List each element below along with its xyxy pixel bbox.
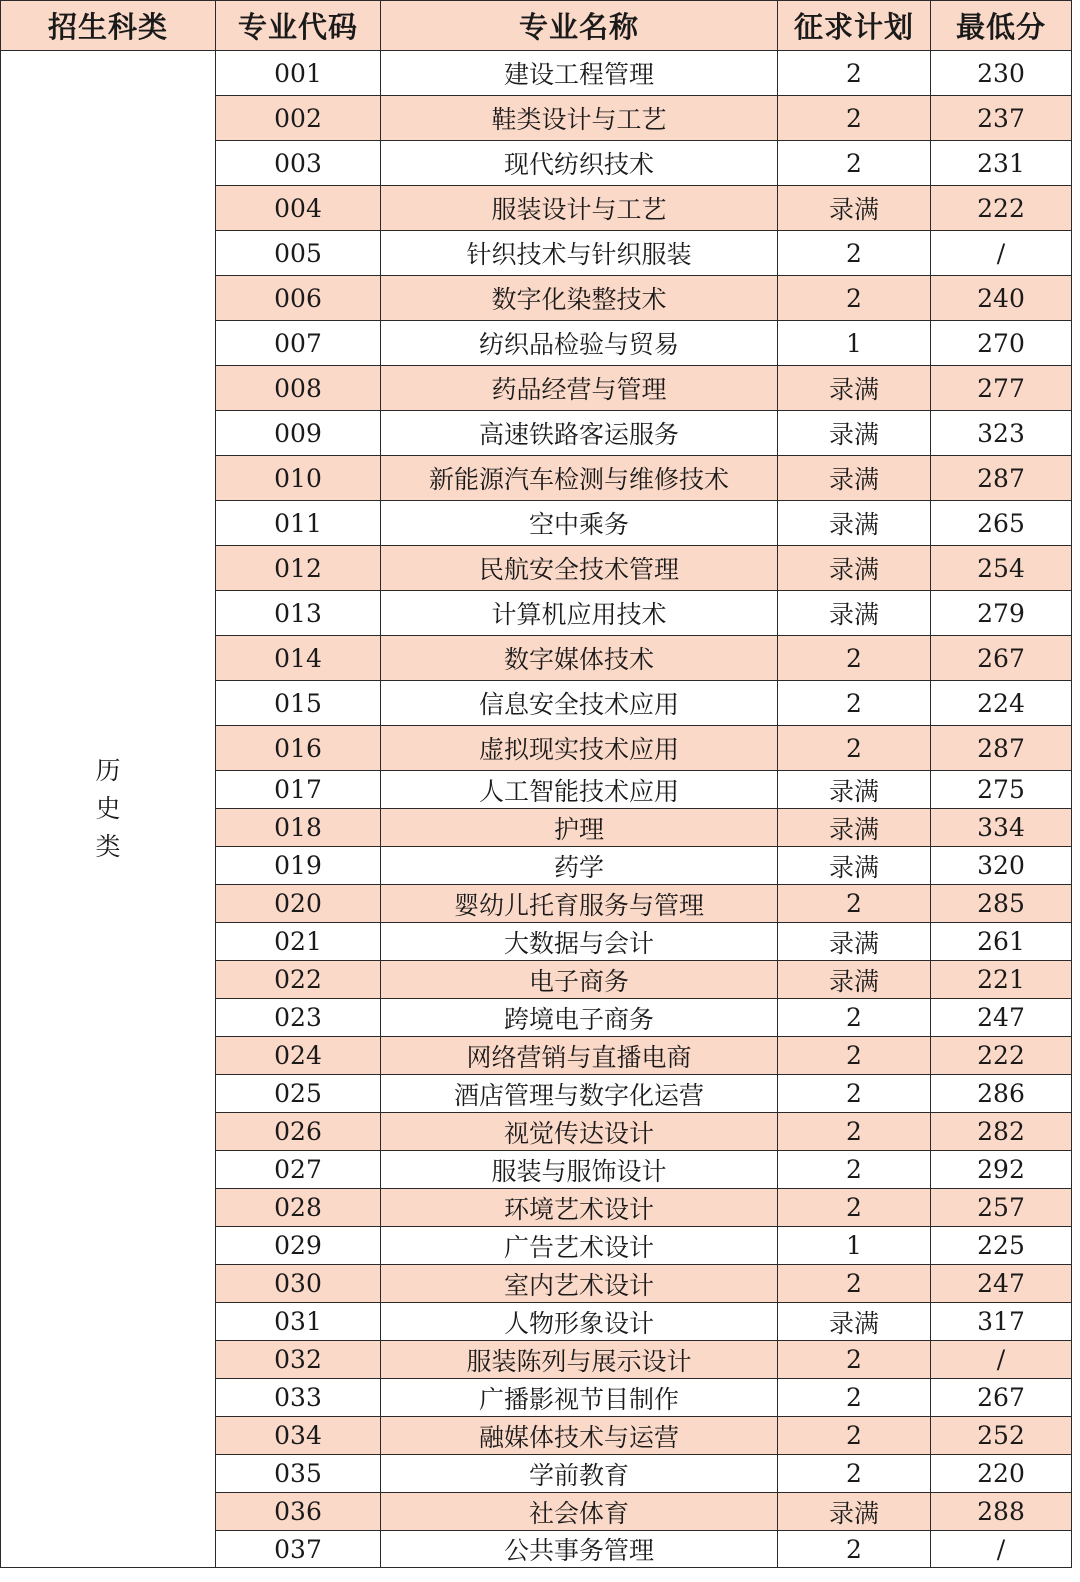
major-name-cell: 鞋类设计与工艺 [381, 96, 778, 141]
plan-cell: 2 [778, 51, 931, 96]
header-name: 专业名称 [381, 1, 778, 51]
min-score-cell: 222 [931, 186, 1072, 231]
major-name-cell: 电子商务 [381, 961, 778, 999]
major-code-cell: 005 [216, 231, 381, 276]
min-score-cell: 286 [931, 1075, 1072, 1113]
plan-cell: 录满 [778, 961, 931, 999]
major-name-cell: 融媒体技术与运营 [381, 1417, 778, 1455]
min-score-cell: 275 [931, 771, 1072, 809]
major-code-cell: 031 [216, 1303, 381, 1341]
major-code-cell: 004 [216, 186, 381, 231]
plan-cell: 1 [778, 1227, 931, 1265]
major-code-cell: 016 [216, 726, 381, 771]
min-score-cell: 261 [931, 923, 1072, 961]
major-code-cell: 023 [216, 999, 381, 1037]
major-code-cell: 033 [216, 1379, 381, 1417]
major-code-cell: 006 [216, 276, 381, 321]
plan-cell: 2 [778, 1265, 931, 1303]
major-code-cell: 028 [216, 1189, 381, 1227]
min-score-cell: 222 [931, 1037, 1072, 1075]
table-row [1, 51, 1072, 96]
plan-cell: 2 [778, 1379, 931, 1417]
plan-cell: 2 [778, 1113, 931, 1151]
header-plan: 征求计划 [778, 1, 931, 51]
major-name-cell: 数字媒体技术 [381, 636, 778, 681]
major-name-cell: 新能源汽车检测与维修技术 [381, 456, 778, 501]
plan-cell: 录满 [778, 456, 931, 501]
plan-cell: 2 [778, 1455, 931, 1493]
major-code-cell: 037 [216, 1531, 381, 1568]
min-score-cell: 320 [931, 847, 1072, 885]
major-code-cell: 026 [216, 1113, 381, 1151]
major-name-cell: 跨境电子商务 [381, 999, 778, 1037]
major-name-cell: 社会体育 [381, 1493, 778, 1531]
category-char: 类 [95, 832, 121, 861]
plan-cell: 2 [778, 1075, 931, 1113]
major-name-cell: 虚拟现实技术应用 [381, 726, 778, 771]
major-code-cell: 011 [216, 501, 381, 546]
header-category: 招生科类 [1, 1, 216, 51]
major-code-cell: 008 [216, 366, 381, 411]
major-name-cell: 计算机应用技术 [381, 591, 778, 636]
plan-cell: 2 [778, 726, 931, 771]
min-score-cell: 279 [931, 591, 1072, 636]
category-cell [1, 51, 216, 1568]
major-name-cell: 服装陈列与展示设计 [381, 1341, 778, 1379]
plan-cell: 2 [778, 1037, 931, 1075]
major-code-cell: 014 [216, 636, 381, 681]
min-score-cell: 225 [931, 1227, 1072, 1265]
major-code-cell: 013 [216, 591, 381, 636]
major-code-cell: 030 [216, 1265, 381, 1303]
min-score-cell: 230 [931, 51, 1072, 96]
min-score-cell: 285 [931, 885, 1072, 923]
min-score-cell: 247 [931, 1265, 1072, 1303]
category-char: 历 [95, 756, 121, 785]
min-score-cell: 267 [931, 636, 1072, 681]
major-name-cell: 广告艺术设计 [381, 1227, 778, 1265]
major-code-cell: 003 [216, 141, 381, 186]
min-score-cell: 288 [931, 1493, 1072, 1531]
min-score-cell: / [931, 1341, 1072, 1379]
min-score-cell: 221 [931, 961, 1072, 999]
plan-cell: 录满 [778, 411, 931, 456]
major-name-cell: 室内艺术设计 [381, 1265, 778, 1303]
min-score-cell: 323 [931, 411, 1072, 456]
major-code-cell: 010 [216, 456, 381, 501]
major-code-cell: 021 [216, 923, 381, 961]
major-name-cell: 信息安全技术应用 [381, 681, 778, 726]
min-score-cell: 220 [931, 1455, 1072, 1493]
major-code-cell: 029 [216, 1227, 381, 1265]
plan-cell: 2 [778, 141, 931, 186]
major-name-cell: 空中乘务 [381, 501, 778, 546]
major-code-cell: 001 [216, 51, 381, 96]
min-score-cell: 252 [931, 1417, 1072, 1455]
plan-cell: 录满 [778, 847, 931, 885]
major-name-cell: 建设工程管理 [381, 51, 778, 96]
major-code-cell: 032 [216, 1341, 381, 1379]
plan-cell: 2 [778, 1189, 931, 1227]
plan-cell: 录满 [778, 546, 931, 591]
major-code-cell: 020 [216, 885, 381, 923]
plan-cell: 录满 [778, 366, 931, 411]
table-body [1, 51, 1072, 1568]
major-name-cell: 酒店管理与数字化运营 [381, 1075, 778, 1113]
plan-cell: 2 [778, 999, 931, 1037]
plan-cell: 录满 [778, 1303, 931, 1341]
plan-cell: 录满 [778, 809, 931, 847]
major-code-cell: 022 [216, 961, 381, 999]
plan-cell: 2 [778, 96, 931, 141]
plan-cell: 2 [778, 636, 931, 681]
major-name-cell: 药品经营与管理 [381, 366, 778, 411]
major-name-cell: 民航安全技术管理 [381, 546, 778, 591]
major-code-cell: 027 [216, 1151, 381, 1189]
min-score-cell: 287 [931, 456, 1072, 501]
header-row [1, 1, 1072, 51]
major-code-cell: 012 [216, 546, 381, 591]
header-code: 专业代码 [216, 1, 381, 51]
major-code-cell: 036 [216, 1493, 381, 1531]
min-score-cell: 270 [931, 321, 1072, 366]
plan-cell: 录满 [778, 186, 931, 231]
min-score-cell: 254 [931, 546, 1072, 591]
min-score-cell: 334 [931, 809, 1072, 847]
min-score-cell: / [931, 1531, 1072, 1568]
major-name-cell: 数字化染整技术 [381, 276, 778, 321]
major-name-cell: 纺织品检验与贸易 [381, 321, 778, 366]
plan-cell: 录满 [778, 923, 931, 961]
min-score-cell: 224 [931, 681, 1072, 726]
major-name-cell: 现代纺织技术 [381, 141, 778, 186]
major-name-cell: 高速铁路客运服务 [381, 411, 778, 456]
header-min-score: 最低分 [931, 1, 1072, 51]
major-code-cell: 017 [216, 771, 381, 809]
plan-cell: 录满 [778, 1493, 931, 1531]
min-score-cell: 265 [931, 501, 1072, 546]
major-code-cell: 035 [216, 1455, 381, 1493]
major-name-cell: 服装与服饰设计 [381, 1151, 778, 1189]
major-name-cell: 婴幼儿托育服务与管理 [381, 885, 778, 923]
major-name-cell: 护理 [381, 809, 778, 847]
major-name-cell: 视觉传达设计 [381, 1113, 778, 1151]
major-name-cell: 环境艺术设计 [381, 1189, 778, 1227]
min-score-cell: 240 [931, 276, 1072, 321]
min-score-cell: 247 [931, 999, 1072, 1037]
major-name-cell: 服装设计与工艺 [381, 186, 778, 231]
min-score-cell: 267 [931, 1379, 1072, 1417]
major-code-cell: 024 [216, 1037, 381, 1075]
min-score-cell: 231 [931, 141, 1072, 186]
min-score-cell: 317 [931, 1303, 1072, 1341]
major-code-cell: 019 [216, 847, 381, 885]
plan-cell: 录满 [778, 591, 931, 636]
min-score-cell: 292 [931, 1151, 1072, 1189]
major-code-cell: 009 [216, 411, 381, 456]
min-score-cell: 237 [931, 96, 1072, 141]
major-name-cell: 大数据与会计 [381, 923, 778, 961]
plan-cell: 2 [778, 1151, 931, 1189]
major-code-cell: 015 [216, 681, 381, 726]
plan-cell: 1 [778, 321, 931, 366]
major-name-cell: 针织技术与针织服装 [381, 231, 778, 276]
major-name-cell: 公共事务管理 [381, 1531, 778, 1568]
min-score-cell: 282 [931, 1113, 1072, 1151]
plan-cell: 录满 [778, 501, 931, 546]
major-code-cell: 025 [216, 1075, 381, 1113]
min-score-cell: 257 [931, 1189, 1072, 1227]
major-name-cell: 人工智能技术应用 [381, 771, 778, 809]
plan-cell: 2 [778, 1341, 931, 1379]
major-name-cell: 人物形象设计 [381, 1303, 778, 1341]
major-code-cell: 018 [216, 809, 381, 847]
major-code-cell: 034 [216, 1417, 381, 1455]
major-name-cell: 广播影视节目制作 [381, 1379, 778, 1417]
major-code-cell: 002 [216, 96, 381, 141]
plan-cell: 2 [778, 1531, 931, 1568]
major-code-cell: 007 [216, 321, 381, 366]
plan-cell: 2 [778, 276, 931, 321]
plan-cell: 2 [778, 681, 931, 726]
major-name-cell: 网络营销与直播电商 [381, 1037, 778, 1075]
min-score-cell: 277 [931, 366, 1072, 411]
min-score-cell: 287 [931, 726, 1072, 771]
major-name-cell: 药学 [381, 847, 778, 885]
category-char: 史 [95, 794, 121, 823]
plan-cell: 录满 [778, 771, 931, 809]
plan-cell: 2 [778, 885, 931, 923]
plan-cell: 2 [778, 1417, 931, 1455]
plan-cell: 2 [778, 231, 931, 276]
major-name-cell: 学前教育 [381, 1455, 778, 1493]
min-score-cell: / [931, 231, 1072, 276]
